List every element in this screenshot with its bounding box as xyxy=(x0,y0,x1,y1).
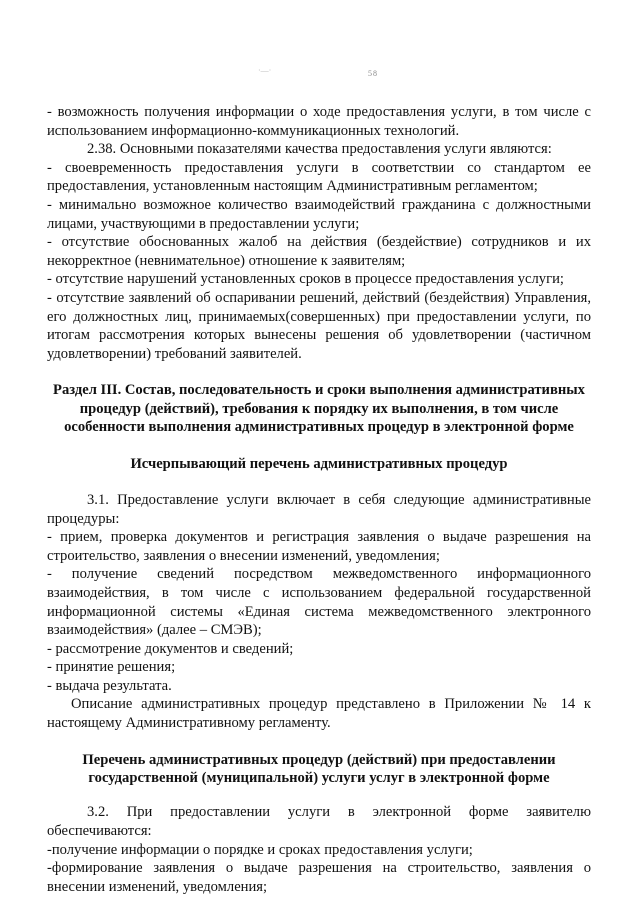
quality-indicators-intro: 2.38. Основными показателями качества предоставления услуги являются: xyxy=(87,141,552,158)
electronic-info: -получение информации о порядке и сроках предоставления услуги; xyxy=(47,841,473,858)
procedure-issue: - выдача результата. xyxy=(47,677,172,694)
quality-timeliness: - своевременность предоставления услуги в соответствии со стандартом ее предоставления, установленным настоящим Административным регламентом; xyxy=(47,159,591,195)
spacer xyxy=(47,787,591,803)
procedures-list-heading: Исчерпывающий перечень административных процедур xyxy=(130,455,508,472)
spacer xyxy=(47,363,591,381)
procedures-intro: 3.1. Предоставление услуги включает в себя следующие административные процедуры: xyxy=(47,491,591,527)
spacer xyxy=(47,473,591,491)
spacer xyxy=(47,733,591,751)
electronic-application: -формирование заявления о выдаче разрешения на строительство, заявления о внесении изменений, уведомления; xyxy=(47,860,591,895)
document-body xyxy=(47,103,591,896)
procedure-decision: - принятие решения; xyxy=(47,659,176,676)
scan-mark: ·—· xyxy=(258,66,272,75)
electronic-intro: 3.2. При предоставлении услуги в электронной форме заявителю обеспечиваются: xyxy=(47,804,591,840)
electronic-procedures-heading: Перечень административных процедур (действий) при предоставлении государственной (муниципальной) услуги услуг в электронной форме xyxy=(82,751,556,787)
procedures-description-ref: Описание административных процедур представлено в Приложении № 14 к настоящему Административному регламенту. xyxy=(47,696,591,732)
procedure-interagency: - получение сведений посредством межведомственного информационного взаимодействия, в том числе с использованием федеральной государственной информационной системы «Единая система межведомственного электронного взаимодействия» (далее – СМЭВ); xyxy=(47,566,591,639)
quality-min-interactions: - минимально возможное количество взаимодействий гражданина с должностными лицами, участвующими в предоставлении услуги; xyxy=(47,196,591,232)
page-number: 58 xyxy=(368,69,378,78)
spacer xyxy=(47,437,591,455)
info-on-progress: - возможность получения информации о ходе предоставления услуги, в том числе с использованием информационно-коммуникационных технологий. xyxy=(47,104,591,139)
section-3-heading: Раздел III. Состав, последовательность и сроки выполнения административных процедур (действий), требования к порядку их выполнения, в том числе особенности выполнения административных процедур в электронной форме xyxy=(53,382,585,436)
quality-no-appeals: - отсутствие заявлений об оспаривании решений, действий (бездействия) Управления, его должностных лиц, принимаемых(совершенных) при предоставлении услуги, по итогам рассмотрения которых вынесены решения об удовлетворении (частичном удовлетворении) требований заявителей. xyxy=(47,289,591,362)
procedure-reception: - прием, проверка документов и регистрация заявления о выдаче разрешения на строительство, заявления о внесении изменений, уведомления; xyxy=(47,529,591,564)
quality-no-deadline-violations: - отсутствие нарушений установленных сроков в процессе предоставления услуги; xyxy=(47,271,564,288)
quality-no-complaints: - отсутствие обоснованных жалоб на действия (бездействие) сотрудников и их некорректное (невнимательное) отношение к заявителям; xyxy=(47,234,591,269)
procedure-review: - рассмотрение документов и сведений; xyxy=(47,640,294,657)
